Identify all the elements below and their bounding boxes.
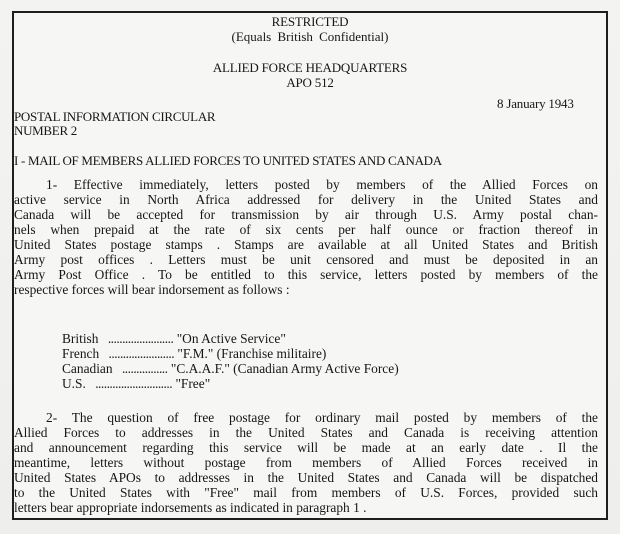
leader-dots: ................ [121,361,168,376]
apo: APO 512 [286,75,334,90]
indorsement-text: "C.A.A.F." (Canadian Army Active Force) [170,361,399,376]
paragraph-line: nels when prepaid at the rate of six cents per half ounce or fraction thereof in [14,222,598,237]
paragraph-line: Allied Forces to addresses in the United States and Canada is receiving attention [14,425,598,440]
paragraph-line: respective forces will bear indorsement as follows : [14,282,290,297]
classification: RESTRICTED [271,14,349,29]
paragraph-line: Canada will be accepted for transmission by air through U.S. Army postal chan- [14,207,598,222]
paragraph-line: Army post offices . Letters must be unit censored and must be deposited in an [14,252,598,267]
paragraph-line: letters bear appropriate indorsements as indicated in paragraph 1 . [14,500,367,515]
paragraph-line: Army Post Office . To be entitled to this service, letters posted by members of the [14,267,598,282]
paragraph-line: United States postage stamps . Stamps are available at all United States and British [14,237,598,252]
force-name: British [62,331,99,346]
paragraph-line: United States APOs to addresses in the United States and Canada will be dispatched [14,470,598,485]
leader-dots: ....................... [107,331,174,346]
classification-note: (Equals British Confidential) [231,29,389,44]
leader-dots: ........................... [95,376,173,391]
circular-number: NUMBER 2 [14,123,77,138]
indorsement-text: "On Active Service" [176,331,286,346]
paragraph-line: and announcement regarding this service will be made at an early date . Il the [14,440,598,455]
paragraph-line: meantime, letters without postage from members of Allied Forces received in [14,455,598,470]
paragraph-line: to the United States with "Free" mail from members of U.S. Forces, provided such [14,485,598,500]
paragraph-line: 2- The question of free postage for ordinary mail posted by members of the [46,410,598,425]
document-frame [12,11,608,520]
force-name: U.S. [62,376,86,391]
endorsement-row [62,331,286,346]
indorsement-text: "Free" [175,376,211,391]
endorsement-row [62,361,399,376]
indorsement-text: "F.M." (Franchise militaire) [177,346,327,361]
circular-title: POSTAL INFORMATION CIRCULAR [14,109,216,124]
endorsement-row [62,376,210,391]
endorsement-row [62,346,326,361]
leader-dots: ....................... [108,346,175,361]
paragraph-line: active service in North Africa addressed for delivery in the United States and [14,192,598,207]
force-name: French [62,346,100,361]
paragraph-line: 1- Effective immediately, letters posted by members of the Allied Forces on [46,177,598,192]
organization: ALLIED FORCE HEADQUARTERS [212,60,408,75]
force-name: Canadian [62,361,113,376]
section-heading: I - MAIL OF MEMBERS ALLIED FORCES TO UNITED STATES AND CANADA [14,153,442,168]
date: 8 January 1943 [497,96,574,111]
